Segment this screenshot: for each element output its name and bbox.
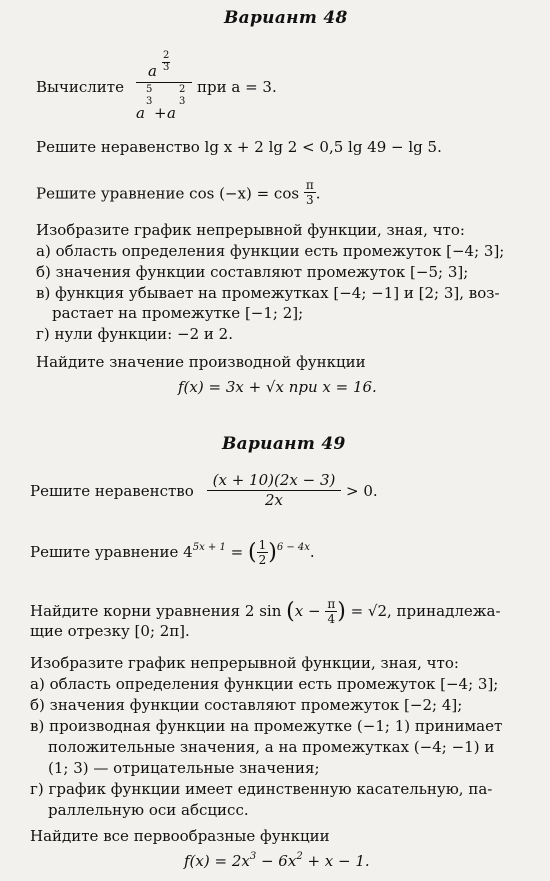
exp-den-1: 3 xyxy=(163,62,170,73)
formula-part-3: + x − 1. xyxy=(302,852,370,870)
pi-over-4 xyxy=(325,597,337,626)
task-49-2-pre: Решите уравнение 4 xyxy=(30,543,193,561)
paren-right: ) xyxy=(268,540,277,565)
task-49-2-exp: 5x + 1 xyxy=(192,542,226,553)
frac-den-a1: a xyxy=(136,104,145,122)
task-48-3-post: . xyxy=(315,184,321,203)
frac-num: π xyxy=(327,596,336,611)
task-48-3 xyxy=(36,180,321,209)
formula-exp-2: 2 xyxy=(296,851,303,862)
task-49-2-eq: = xyxy=(230,543,244,561)
task-48-4-d: г) нули функции: −2 и 2. xyxy=(36,325,233,343)
task-49-3-post: = √2, принадлежа- xyxy=(350,602,501,620)
task-49-2 xyxy=(30,538,315,568)
exp-num-3: 2 xyxy=(179,84,186,95)
task-49-4-b: б) значения функции составляют промежуток [−2; 4]; xyxy=(30,696,463,714)
frac-den: 2 xyxy=(258,552,267,567)
task-48-3-pre: Решите уравнение cos (−x) = cos xyxy=(36,184,300,203)
frac-num-a: a xyxy=(148,62,157,80)
task-49-4-c3: (1; 3) — отрицательные значения; xyxy=(48,759,320,777)
task-49-3-line2: щие отрезку [0; 2π]. xyxy=(30,622,190,640)
task-49-1-post: > 0. xyxy=(346,482,378,500)
task-48-5-formula: f(x) = 3x + √x при x = 16. xyxy=(178,378,377,396)
exp-num-1: 2 xyxy=(163,50,170,61)
paren-left: ( xyxy=(286,599,295,624)
frac-den: 2x xyxy=(264,491,283,509)
task-48-1-fraction xyxy=(136,50,192,120)
formula-exp-1: 3 xyxy=(249,851,257,862)
variant-48-title: Вариант 48 xyxy=(224,8,348,28)
exp-den-3: 3 xyxy=(179,96,186,107)
task-49-4-c2: положительные значения, а на промежутках (−4; −1) и xyxy=(48,738,495,756)
formula-part-2: − 6x xyxy=(256,852,297,870)
task-48-5-intro: Найдите значение производной функции xyxy=(36,353,366,371)
half xyxy=(257,538,269,567)
task-49-2-post: . xyxy=(309,543,315,561)
task-48-4-b: б) значения функции составляют промежуток [−5; 3]; xyxy=(36,263,469,281)
exp-num-2: 5 xyxy=(146,84,153,95)
task-49-4-d2: раллельную оси абсцисс. xyxy=(48,801,249,819)
paren-right: ) xyxy=(337,599,346,624)
task-49-4-intro: Изобразите график непрерывной функции, зная, что: xyxy=(30,654,459,672)
task-49-1: Решите неравенство xyxy=(30,482,194,500)
frac-den: 4 xyxy=(327,611,336,626)
task-48-4-intro: Изобразите график непрерывной функции, зная, что: xyxy=(36,221,465,239)
task-48-4-c2: растает на промежутке [−1; 2]; xyxy=(52,304,304,322)
task-49-5-formula xyxy=(184,852,370,870)
task-48-4-a: а) область определения функции есть промежуток [−4; 3]; xyxy=(36,242,505,260)
frac-num: π xyxy=(305,178,314,192)
task-48-1-pre: Вычислите xyxy=(36,78,124,96)
task-49-4-d1: г) график функции имеет единственную касательную, па- xyxy=(30,780,493,798)
task-48-1-post: при a = 3. xyxy=(197,78,277,96)
fraction-bar xyxy=(136,82,192,83)
formula-part-1: f(x) = 2x xyxy=(184,852,250,870)
frac-num: 1 xyxy=(258,537,267,552)
frac-num: (x + 10)(2x − 3) xyxy=(207,471,341,491)
frac-plus: + xyxy=(154,104,167,122)
task-49-3-pre: Найдите корни уравнения 2 sin xyxy=(30,602,282,620)
task-49-1-fraction xyxy=(207,471,341,509)
task-49-2-exp2: 6 − 4x xyxy=(276,542,310,553)
exp-den-2: 3 xyxy=(146,96,153,107)
task-49-3-x: x − xyxy=(294,602,321,620)
task-48-2: Решите неравенство lg x + 2 lg 2 < 0,5 lg 49 − lg 5. xyxy=(36,138,442,156)
task-49-4-c1: в) производная функции на промежутке (−1; 1) принимает xyxy=(30,717,503,735)
pi-over-3 xyxy=(304,178,316,207)
task-49-5-intro: Найдите все первообразные функции xyxy=(30,827,330,845)
task-48-4-c1: в) функция убывает на промежутках [−4; −1] и [2; 3], воз- xyxy=(36,284,500,302)
frac-den-a2: a xyxy=(167,104,176,122)
task-48-1 xyxy=(36,54,124,96)
frac-den: 3 xyxy=(305,193,314,207)
variant-49-title: Вариант 49 xyxy=(222,434,346,454)
task-49-4-a: а) область определения функции есть промежуток [−4; 3]; xyxy=(30,675,499,693)
paren-left: ( xyxy=(247,540,257,565)
